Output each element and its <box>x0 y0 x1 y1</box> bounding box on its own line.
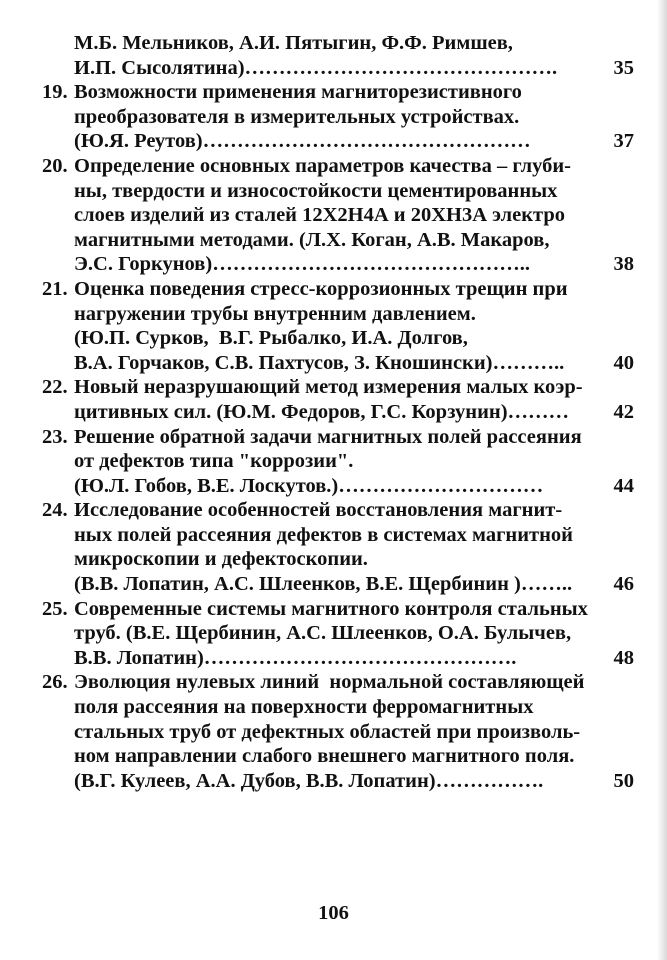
toc-entry-number <box>42 695 74 720</box>
toc-entry-number: 22. <box>42 376 68 399</box>
toc-entry-number <box>42 720 74 745</box>
toc-entry-number <box>42 449 74 474</box>
toc-line <box>42 425 634 450</box>
toc-line <box>42 129 634 154</box>
toc-entry-number <box>42 203 74 228</box>
toc-entry-number <box>42 474 74 499</box>
toc-line <box>42 252 634 277</box>
toc-entry-number <box>42 572 74 597</box>
toc-entry-text: ны, твердости и износостойкости цементированных <box>74 179 558 202</box>
toc-entry-text: от дефектов типа "коррозии". <box>74 450 354 473</box>
toc-line <box>42 744 634 769</box>
toc-entry-text: (Ю.Л. Гобов, В.Е. Лоскутов.)………………………… <box>74 474 544 497</box>
toc-entry-number: 21. <box>42 277 68 300</box>
toc-line <box>42 449 634 474</box>
toc-entry-number <box>42 744 74 769</box>
toc-entry-number <box>42 769 74 794</box>
toc-entry-number <box>42 179 74 204</box>
toc-entry-text: Решение обратной задачи магнитных полей рассеяния <box>74 425 582 448</box>
toc-entry-page: 44 <box>613 474 634 497</box>
page-number: 106 <box>318 902 349 924</box>
toc-entry-text: Эволюция нулевых линий нормальной составляющей <box>74 671 585 694</box>
toc-entry-number: 26. <box>42 671 68 694</box>
toc-entry-number <box>42 400 74 425</box>
toc-line <box>42 302 634 327</box>
toc-entry-number <box>42 547 74 572</box>
toc-entry-page: 38 <box>613 253 634 276</box>
toc-entry-text: Возможности применения магниторезистивного <box>74 81 522 104</box>
toc-entry-number: 24. <box>42 499 68 522</box>
toc-entry-page: 50 <box>613 769 634 792</box>
toc-line <box>42 572 634 597</box>
toc-entry-number <box>42 228 74 253</box>
toc-entry-page: 42 <box>613 400 634 423</box>
toc-line <box>42 547 634 572</box>
toc-entry-page: 40 <box>613 351 634 374</box>
toc-entry-number <box>42 326 74 351</box>
toc-entry-text: (В.Г. Кулеев, А.А. Дубов, В.В. Лопатин)……………. <box>74 769 544 792</box>
toc-entry-text: микроскопии и дефектоскопии. <box>74 548 368 571</box>
toc-line <box>42 80 634 105</box>
toc-entry-text: И.П. Сысолятина)………………………………………. <box>74 56 558 79</box>
toc-line <box>42 670 634 695</box>
toc-entry-text: Исследование особенностей восстановления магнит- <box>74 499 563 522</box>
toc-entry-number <box>42 105 74 130</box>
toc-line <box>42 769 634 794</box>
toc-line <box>42 597 634 622</box>
toc-entry-text: Оценка поведения стресс-коррозионных трещин при <box>74 277 568 300</box>
toc-entry-number: 25. <box>42 597 68 620</box>
toc-line <box>42 105 634 130</box>
toc-entry-number <box>42 351 74 376</box>
toc-entry-page: 48 <box>613 646 634 669</box>
toc-line <box>42 720 634 745</box>
toc-line <box>42 228 634 253</box>
toc-entry-number <box>42 252 74 277</box>
toc-line <box>42 31 634 56</box>
toc-entry-text: труб. (В.Е. Щербинин, А.С. Шлеенков, О.А. Булычев, <box>74 622 572 645</box>
toc-entry-text: Определение основных параметров качества – глуби- <box>74 154 571 177</box>
toc-entry-text: В.В. Лопатин)………………………………………. <box>74 646 517 669</box>
toc-entry-text: стальных труб от дефектных областей при произволь- <box>74 720 581 743</box>
toc-line <box>42 203 634 228</box>
toc-entry-number <box>42 129 74 154</box>
toc-line <box>42 523 634 548</box>
toc-entry-text: нагружении трубы внутренним давлением. <box>74 302 476 325</box>
toc-entry-number: 23. <box>42 425 68 448</box>
toc-line <box>42 498 634 523</box>
toc-entry-text: Современные системы магнитного контроля стальных <box>74 597 588 620</box>
toc-entry-text: преобразователя в измерительных устройствах. <box>74 105 520 128</box>
toc-line <box>42 621 634 646</box>
toc-entry-text: М.Б. Мельников, А.И. Пятыгин, Ф.Ф. Римшев, <box>74 32 513 54</box>
toc-line <box>42 351 634 376</box>
table-of-contents <box>42 31 634 793</box>
toc-entry-text: В.А. Горчаков, С.В. Пахтусов, З. Кношински)……….. <box>74 351 565 374</box>
toc-entry-number: 20. <box>42 154 68 177</box>
toc-line <box>42 179 634 204</box>
toc-entry-number <box>42 302 74 327</box>
toc-line <box>42 375 634 400</box>
toc-line <box>42 474 634 499</box>
toc-entry-text: (Ю.Я. Реутов)………………………………………… <box>74 130 531 153</box>
toc-entry-number <box>42 621 74 646</box>
toc-line <box>42 326 634 351</box>
page-edge-shadow <box>657 0 667 960</box>
toc-entry-text: цитивных сил. (Ю.М. Федоров, Г.С. Корзунин)……… <box>74 400 570 423</box>
toc-entry-page: 46 <box>613 573 634 596</box>
toc-entry-text: слоев изделий из сталей 12Х2Н4А и 20ХН3А электро <box>74 204 566 227</box>
toc-entry-number <box>42 523 74 548</box>
toc-entry-number <box>42 646 74 671</box>
toc-entry-page: 35 <box>613 56 634 79</box>
toc-entry-text: ных полей рассеяния дефектов в системах магнитной <box>74 523 573 546</box>
toc-line <box>42 646 634 671</box>
toc-entry-number <box>42 31 74 56</box>
toc-entry-page: 37 <box>613 130 634 153</box>
toc-entry-text: (В.В. Лопатин, А.С. Шлеенков, В.Е. Щербинин )…….. <box>74 573 573 596</box>
toc-entry-text: ном направлении слабого внешнего магнитного поля. <box>74 745 575 768</box>
toc-entry-text: (Ю.П. Сурков, В.Г. Рыбалко, И.А. Долгов, <box>74 327 468 350</box>
toc-entry-number: 19. <box>42 81 68 104</box>
toc-line <box>42 277 634 302</box>
toc-line <box>42 154 634 179</box>
toc-entry-text: поля рассеяния на поверхности ферромагнитных <box>74 696 534 719</box>
toc-line <box>42 695 634 720</box>
toc-line <box>42 400 634 425</box>
toc-entry-text: Э.С. Горкунов)……………………………………….. <box>74 253 530 276</box>
toc-entry-text: Новый неразрушающий метод измерения малых коэр- <box>74 376 583 399</box>
toc-line <box>42 56 634 81</box>
toc-entry-text: магнитными методами. (Л.Х. Коган, А.В. Макаров, <box>74 228 550 251</box>
toc-entry-number <box>42 56 74 81</box>
